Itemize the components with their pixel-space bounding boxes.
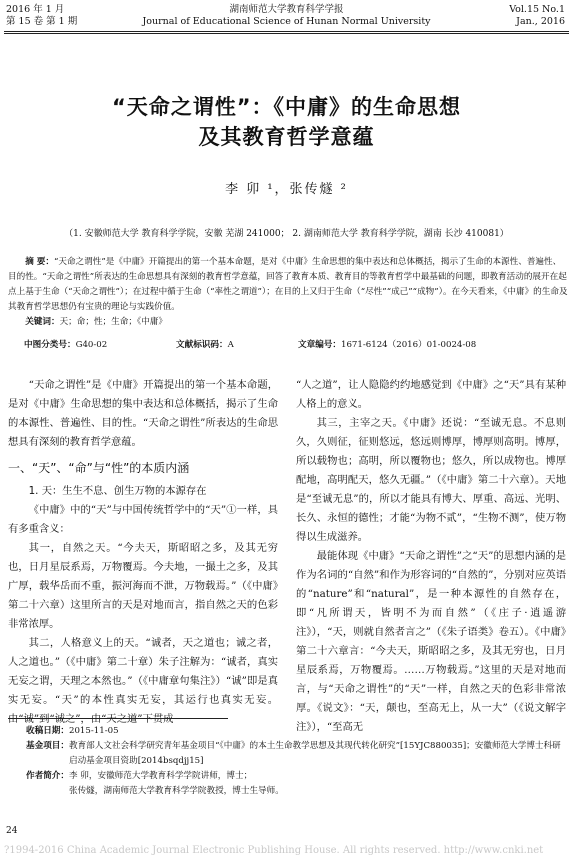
paragraph: 其一，自然之天。“今夫天，斯昭昭之多，及其无穷也，日月星辰系焉，万物覆焉。今夫地，一撮土之多，及其广厚，载华岳而不重，振河海而不泄，万物载焉。”（《中庸》第二十六章）这里所言的天是对地而言，指自然之天的色彩非常浓厚。 (8, 542, 278, 630)
paragraph: 其二，人格意义上的天。“诚者，天之道也；诚之者，人之道也。”（《中庸》第二十章）朱子注解为：“诚者，真实无妄之谓，天理之本然也。”（《中庸章句集注》）“诚”即是真实无妄。“天”的本性真实无妄，其运行也真实无妄。由“诚”到“诚之”，由“天之道”下贯成 (8, 637, 278, 725)
page-number: 24 (6, 826, 18, 836)
paragraph: 《中庸》中的“天”与中国传统哲学中的“天”①一样，具有多重含义： (8, 504, 278, 535)
header-rule-thin (4, 33, 569, 34)
abstract-label: 摘 要： (25, 257, 54, 267)
paragraph: 其三，主宰之天。《中庸》还说：“至诚无息。不息则久，久则征，征则悠远，悠远则博厚，博厚则高明。博厚，所以载物也；高明，所以覆物也；悠久，所以成物也。博厚配地，高明配天，悠久无疆。”（《中庸》第二十六章）。天地是“至诚无息”的，所以才能具有博大、厚重、高远、光明、长久、永恒的德性；才能“为物不贰”，“生物不测”，使万物得以生成滋养。 (296, 417, 566, 543)
body-column-left (8, 376, 278, 729)
header-volume: 第 15 卷 第 1 期 (6, 16, 78, 27)
header-vol-no: Vol.15 No.1 (509, 4, 565, 15)
article-title-line1: “天命之谓性”：《中庸》的生命思想 (111, 95, 462, 119)
abstract-block (8, 255, 568, 330)
clc-number: 中图分类号：G40-02 (24, 340, 108, 350)
watermark: ?1994-2016 China Academic Journal Electronic Publishing House. All rights reserved. http://www.cnki.net (4, 845, 544, 856)
header-date: 2016 年 1 月 (6, 4, 65, 15)
author-info: 作者简介： 李 卯，安徽师范大学教育科学学院讲师，博士； 张传燧，湖南师范大学教育科学学院教授，博士生导师。 (8, 769, 568, 799)
header-journal-cn: 湖南师范大学教育科学学报 (229, 4, 344, 15)
body-column-right (296, 376, 566, 737)
document-code: 文献标识码：A (176, 340, 234, 350)
keywords-text: 天；命；性；生命；《中庸》 (59, 317, 167, 327)
section-heading: 一、“天”、“命”与“性”的本质内涵 (8, 461, 190, 475)
footnote-block (8, 724, 568, 799)
header-journal-en: Journal of Educational Science of Hunan Normal University (142, 16, 431, 27)
article-number: 文章编号：1671-6124（2016）01-0024-08 (298, 340, 477, 350)
authors: 李 卯 ¹，张传燧 ² (225, 182, 348, 197)
footnote-rule (8, 718, 228, 719)
abstract-text: “天命之谓性”是《中庸》开篇提出的第一个基本命题，是对《中庸》生命思想的集中表达和总体概括，揭示了生命的本源性、普遍性、目的性。“天命之谓性”所表达的生命思想具有深刻的教育哲学意蕴，回答了教育本质、教育目的等教育哲学中最基础的问题，即教育活动的展开在起点上基于生命（“天命之谓性”）；在过程中循于生命（“率性之谓道”）；在目的上又归于生命（“尽性”“成己”“成物”）。在今天看来，《中庸》的生命及其教育哲学思想仍有宝贵的理论与实践价值。 (8, 257, 568, 312)
paragraph: “人之道”，让人隐隐约约地感觉到《中庸》之“天”具有某种人格上的意义。 (296, 379, 566, 410)
subsection-heading: 1. 天：生生不息、创生万物的本源存在 (28, 485, 207, 497)
header-rule (4, 31, 569, 32)
running-header-right (509, 4, 565, 28)
keywords (8, 315, 568, 330)
running-header-center (0, 4, 573, 28)
article-title-line2: 及其教育哲学意蕴 (198, 125, 375, 149)
affiliations: （1. 安徽师范大学 教育科学学院，安徽 芜湖 241000； 2. 湖南师范大学 教育科学学院，湖南 长沙 410081） (64, 229, 509, 239)
fund-info: 基金项目： 教育部人文社会科学研究青年基金项目“《中庸》的本土生命教学思想及其现代转化研究”[15YJC880035]；安徽师范大学博士科研启动基金项目资助[2014bsqdjj15] (26, 741, 561, 766)
paragraph: 最能体现《中庸》“天命之谓性”之“天”的思想内涵的是作为名词的“自然”和作为形容词的“自然的”，分别对应英语的“nature”和“natural”，是一种本源性的自然存在，即“凡所谓天，皆明不为而自然”（《庄子·逍遥游注》），“天，则就自然者言之”（《朱子语类》卷五）。《中庸》第二十六章言：“今夫天，斯昭昭之多，及其无穷也，日月星辰系焉，万物覆焉。……万物载焉。”这里的天是对地而言，与“天命之谓性”的“天”一样，自然之天的色彩非常浓厚。《说文》：“天，颠也，至高无上，从一大”（《说文解字注》），“至高无 (296, 550, 566, 733)
keywords-label: 关键词： (25, 317, 60, 327)
abstract (8, 255, 568, 315)
paragraph: “天命之谓性”是《中庸》开篇提出的第一个基本命题，是对《中庸》生命思想的集中表达和总体概括，揭示了生命的本源性、普遍性、目的性。“天命之谓性”所表达的生命思想具有深刻的教育哲学意蕴。 (8, 379, 278, 448)
author-info-text: 李 卯，安徽师范大学教育科学学院讲师，博士； 张传燧，湖南师范大学教育科学学院教授，博士生导师。 (68, 771, 284, 796)
received-date: 收稿日期： 2015-11-05 (26, 726, 119, 736)
header-date-en: Jan., 2016 (516, 16, 565, 27)
